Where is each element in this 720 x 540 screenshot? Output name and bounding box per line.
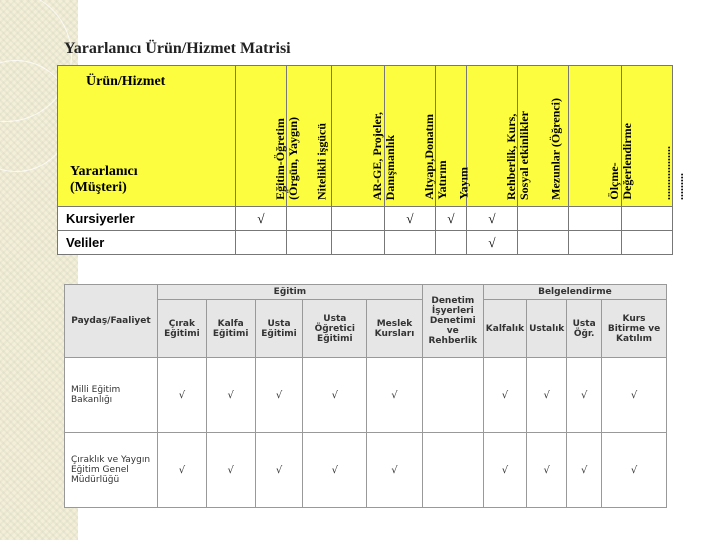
matrix-cell — [332, 231, 385, 255]
activity-cell: √ — [602, 358, 667, 433]
activity-group-header-row — [65, 285, 667, 300]
activity-cell: √ — [567, 358, 602, 433]
matrix-corner-cell — [58, 66, 236, 207]
matrix-cell — [622, 231, 673, 255]
matrix-cell — [518, 207, 569, 231]
activity-cell: √ — [602, 433, 667, 508]
col-header: Çırak Eğitimi — [158, 300, 207, 358]
col-header: Kalfalık — [483, 300, 526, 358]
matrix-cell — [287, 231, 332, 255]
matrix-cell: √ — [236, 207, 287, 231]
activity-cell: √ — [527, 358, 567, 433]
matrix-cell — [385, 231, 436, 255]
matrix-cell — [518, 231, 569, 255]
corner-beneficiary-label: Yararlanıcı — [70, 164, 138, 179]
activity-cell: √ — [567, 433, 602, 508]
matrix-cell — [622, 207, 673, 231]
activity-cell: √ — [158, 358, 207, 433]
group-belge-header: Belgelendirme — [483, 285, 666, 300]
matrix-col-header: Rehberlik, Kurs, Sosyal etkinlikler — [467, 66, 518, 207]
group-denetim-header: Denetim İşyerleri Denetimi ve Rehberlik — [422, 285, 483, 358]
col-header: Ustalık — [527, 300, 567, 358]
activity-cell: √ — [367, 433, 423, 508]
matrix-col-header: Altyapı,Donatım Yatırım — [385, 66, 436, 207]
matrix-col-header: AR-GE, Projeler, Danışmanlık — [332, 66, 385, 207]
matrix-cell: √ — [385, 207, 436, 231]
activity-cell: √ — [158, 433, 207, 508]
matrix-cell: √ — [467, 207, 518, 231]
matrix-row — [58, 207, 673, 231]
matrix-row-label: Kursiyerler — [58, 207, 236, 231]
activity-row-label: Milli Eğitim Bakanlığı — [65, 358, 158, 433]
matrix-header-row — [58, 66, 673, 207]
activity-cell: √ — [206, 358, 255, 433]
matrix-cell — [569, 207, 622, 231]
activity-cell: √ — [206, 433, 255, 508]
matrix-cell — [236, 231, 287, 255]
stakeholder-activity-table — [64, 284, 667, 508]
corner-customer-label: (Müşteri) — [70, 180, 127, 195]
activity-cell: √ — [367, 358, 423, 433]
activity-row-label: Çıraklık ve Yaygın Eğitim Genel Müdürlüğü — [65, 433, 158, 508]
activity-cell: √ — [255, 433, 303, 508]
matrix-col-header: Yayım — [436, 66, 467, 207]
matrix-col-header: Mezunlar (Öğrenci) — [518, 66, 569, 207]
matrix-title: Yararlanıcı Ürün/Hizmet Matrisi — [64, 40, 291, 57]
activity-cell: √ — [527, 433, 567, 508]
matrix-cell: √ — [436, 207, 467, 231]
matrix-cell: √ — [467, 231, 518, 255]
activity-row — [65, 433, 667, 508]
matrix-row-label: Veliler — [58, 231, 236, 255]
matrix-col-header: Nitelikli işgücü — [287, 66, 332, 207]
activity-cell: √ — [303, 433, 367, 508]
group-egitim-header: Eğitim — [158, 285, 423, 300]
activity-cell — [422, 358, 483, 433]
col-header: Usta Eğitimi — [255, 300, 303, 358]
col-header: Usta Öğretici Eğitimi — [303, 300, 367, 358]
activity-row-header: Paydaş/Faaliyet — [65, 285, 158, 358]
matrix-cell — [436, 231, 467, 255]
activity-cell: √ — [483, 358, 526, 433]
activity-cell: √ — [483, 433, 526, 508]
beneficiary-matrix-table — [57, 65, 686, 255]
col-header: Meslek Kursları — [367, 300, 423, 358]
matrix-cell — [287, 207, 332, 231]
matrix-cell — [569, 231, 622, 255]
col-header: Kalfa Eğitimi — [206, 300, 255, 358]
col-header: Kurs Bitirme ve Katılım — [602, 300, 667, 358]
activity-cell: √ — [303, 358, 367, 433]
corner-product-label: Ürün/Hizmet — [86, 74, 166, 89]
activity-cell: √ — [255, 358, 303, 433]
matrix-col-header: Eğitim-Öğretim (Örgün, Yaygın) — [236, 66, 287, 207]
matrix-row — [58, 231, 673, 255]
col-header: Usta Öğr. — [567, 300, 602, 358]
matrix-cell — [332, 207, 385, 231]
activity-row — [65, 358, 667, 433]
matrix-col-header: Ölçme- Değerlendirme — [569, 66, 622, 207]
activity-cell — [422, 433, 483, 508]
matrix-col-header: .................. ......... — [622, 66, 673, 207]
